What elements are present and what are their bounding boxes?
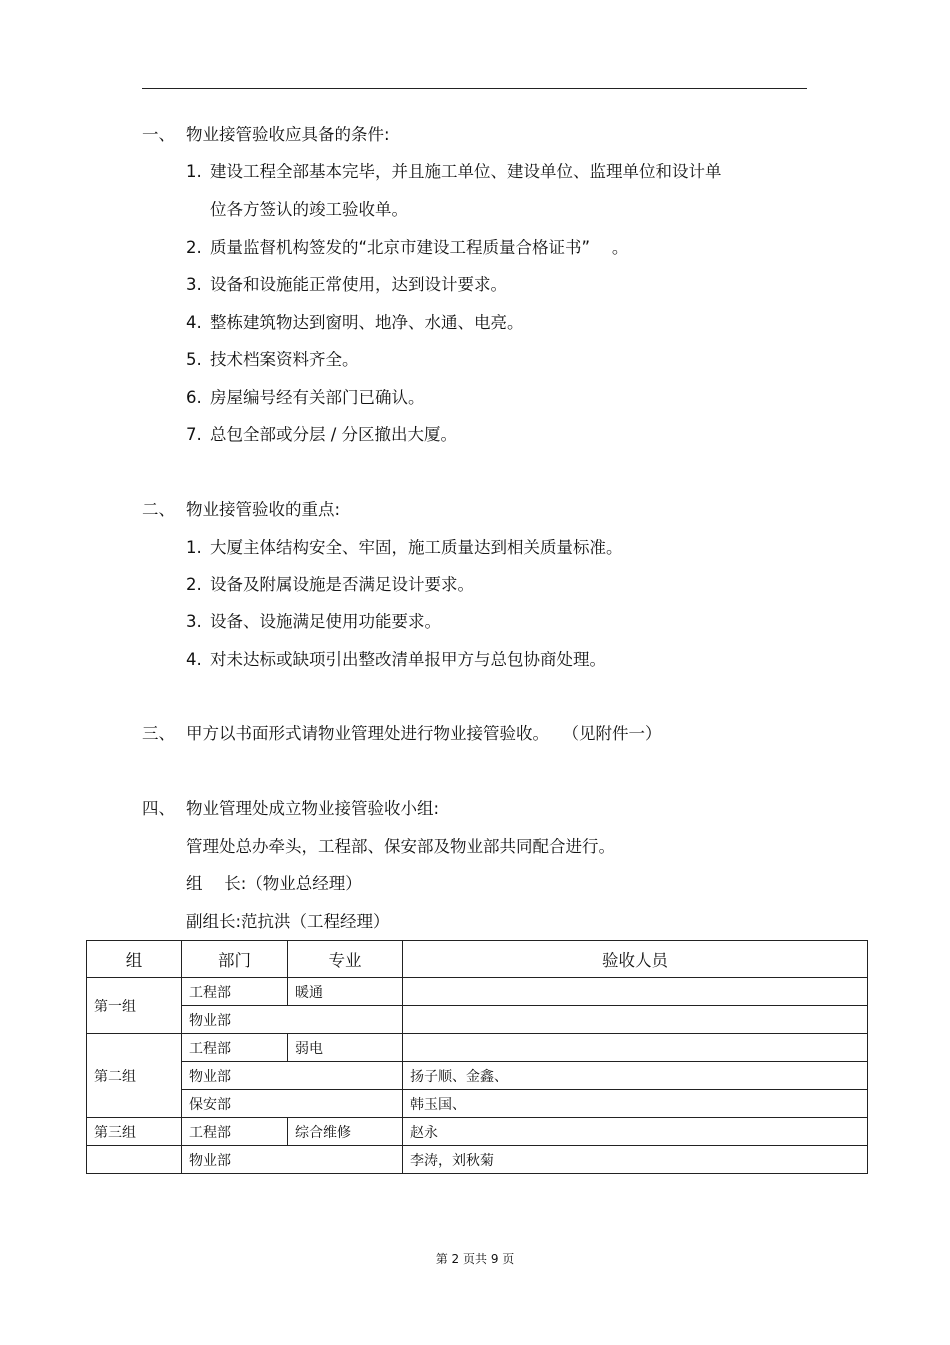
- list-item: 2. 质量监督机构签发的“北京市建设工程质量合格证书” 。: [186, 238, 629, 257]
- specialty-cell: 弱电: [288, 1034, 403, 1062]
- section-number: 一、: [142, 125, 175, 144]
- department-cell: 保安部: [182, 1090, 403, 1118]
- staff-cell: 扬子顺、金鑫、: [403, 1062, 868, 1090]
- section-2-heading: [142, 500, 340, 520]
- header-staff: 验收人员: [403, 941, 868, 978]
- table-row: [87, 1090, 868, 1118]
- department-cell: 工程部: [182, 1034, 288, 1062]
- deputy-leader-line: 副组长:范抗洪（工程经理）: [186, 912, 390, 931]
- list-item: 1. 大厦主体结构安全、牢固，施工质量达到相关质量标准。: [186, 538, 623, 557]
- staff-cell: 李涛，刘秋菊: [403, 1146, 868, 1174]
- header-department: 部门: [182, 941, 288, 978]
- staff-cell: [403, 1006, 868, 1034]
- department-cell: 物业部: [182, 1062, 403, 1090]
- department-cell: 物业部: [182, 1006, 403, 1034]
- section-title: 物业管理处成立物业接管验收小组:: [186, 799, 440, 818]
- header-rule: [142, 88, 807, 89]
- department-cell: 工程部: [182, 1118, 288, 1146]
- header-specialty: 专业: [288, 941, 403, 978]
- table-row: [87, 1034, 868, 1062]
- table-row: [87, 1006, 868, 1034]
- group-cell: 第一组: [87, 978, 182, 1034]
- section-3-heading: [142, 724, 662, 744]
- section-number: 二、: [142, 500, 175, 519]
- table-row: [87, 978, 868, 1006]
- table-row: [87, 1062, 868, 1090]
- section-4-heading: [142, 799, 439, 819]
- section-title: 物业接管验收的重点:: [186, 500, 341, 519]
- section-title: 物业接管验收应具备的条件:: [186, 125, 390, 144]
- team-leader-line: 组 长:（物业总经理）: [186, 874, 362, 893]
- list-item-continuation: 位各方签认的竣工验收单。: [210, 200, 408, 219]
- body-text: 管理处总办牵头，工程部、保安部及物业部共同配合进行。: [186, 837, 615, 856]
- table-row: [87, 1146, 868, 1174]
- list-item: 3. 设备和设施能正常使用，达到设计要求。: [186, 275, 507, 294]
- acceptance-team-table: [86, 940, 868, 1174]
- list-item: 5. 技术档案资料齐全。: [186, 350, 359, 369]
- group-cell: 第二组: [87, 1034, 182, 1118]
- staff-cell: 赵永: [403, 1118, 868, 1146]
- list-item: 4. 对未达标或缺项引出整改清单报甲方与总包协商处理。: [186, 650, 606, 669]
- group-cell-empty: [87, 1146, 182, 1174]
- header-group: 组: [87, 941, 182, 978]
- list-item: 4. 整栋建筑物达到窗明、地净、水通、电亮。: [186, 313, 524, 332]
- list-item: 3. 设备、设施满足使用功能要求。: [186, 612, 441, 631]
- section-number: 四、: [142, 799, 175, 818]
- list-item: 6. 房屋编号经有关部门已确认。: [186, 388, 425, 407]
- section-number: 三、: [142, 724, 175, 743]
- table-row: [87, 1118, 868, 1146]
- staff-cell: [403, 978, 868, 1006]
- group-cell: 第三组: [87, 1118, 182, 1146]
- specialty-cell: 暖通: [288, 978, 403, 1006]
- specialty-cell: 综合维修: [288, 1118, 403, 1146]
- department-cell: 工程部: [182, 978, 288, 1006]
- list-item: 1. 建设工程全部基本完毕，并且施工单位、建设单位、监理单位和设计单: [186, 162, 722, 181]
- list-item: 7. 总包全部或分层 / 分区撤出大厦。: [186, 425, 458, 444]
- section-1-heading: [142, 125, 390, 145]
- table-header-row: [87, 941, 868, 978]
- department-cell: 物业部: [182, 1146, 403, 1174]
- section-title: 甲方以书面形式请物业管理处进行物业接管验收。 （见附件一）: [186, 724, 662, 743]
- staff-cell: 韩玉国、: [403, 1090, 868, 1118]
- page-number: 第 2 页共 9 页: [435, 1252, 515, 1266]
- list-item: 2. 设备及附属设施是否满足设计要求。: [186, 575, 474, 594]
- staff-cell: [403, 1034, 868, 1062]
